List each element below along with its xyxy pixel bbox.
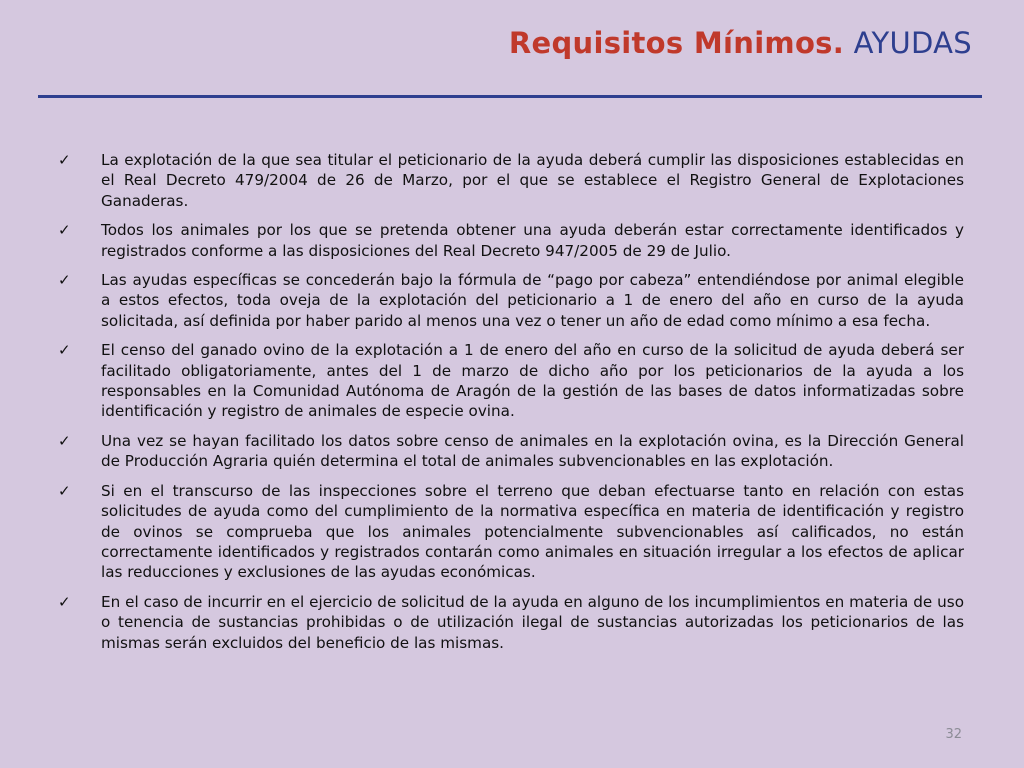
list-item (58, 431, 964, 472)
list-item (58, 150, 964, 211)
title-main: Requisitos Mínimos. (508, 26, 845, 60)
check-icon: ✓ (58, 221, 71, 240)
check-icon: ✓ (58, 151, 71, 169)
check-icon: ✓ (58, 431, 71, 450)
list-item (58, 481, 964, 583)
check-icon: ✓ (58, 341, 71, 360)
check-icon: ✓ (58, 271, 71, 290)
bullet-text: Las ayudas específicas se concederán bajo la fórmula de “pago por cabeza” entendiéndose por animal elegible a estos efectos, toda oveja de la explotación del peticionario a 1 de enero del año en curso de la ayuda solicitada, así definida por haber parido al menos una vez o tener un año de edad como mínimo a esa fecha. (101, 271, 964, 330)
slide-title (509, 26, 972, 60)
list-item (58, 340, 964, 422)
list-item (58, 220, 964, 261)
bullet-text: La explotación de la que sea titular el peticionario de la ayuda deberá cumplir las disposiciones establecidas en el Real Decreto 479/2004 de 26 de Marzo, por el que se establece el Registro General de Explotaciones Ganaderas. (101, 151, 964, 210)
page-number: 32 (945, 727, 962, 742)
bullet-list (58, 150, 964, 662)
bullet-text: El censo del ganado ovino de la explotación a 1 de enero del año en curso de la solicitud de ayuda deberá ser facilitado obligatoriamente, antes del 1 de marzo de dicho año por los peticionarios de la ayuda a los responsables en la Comunidad Autónoma de Aragón de la gestión de las bases de datos informatizadas sobre identificación y registro de animales de especie ovina. (101, 341, 964, 421)
list-item (58, 270, 964, 331)
bullet-text: En el caso de incurrir en el ejercicio de solicitud de la ayuda en alguno de los incumplimientos en materia de uso o tenencia de sustancias prohibidas o de utilización ilegal de sustancias autorizadas los peticionarios de las mismas serán excluidos del beneficio de las mismas. (101, 592, 964, 652)
list-item (58, 592, 964, 653)
bullet-text: Una vez se hayan facilitado los datos sobre censo de animales en la explotación ovina, es la Dirección General de Producción Agraria quién determina el total de animales subvencionables en las explotación. (101, 431, 964, 471)
check-icon: ✓ (58, 481, 71, 500)
title-divider (38, 95, 982, 98)
bullet-text: Si en el transcurso de las inspecciones sobre el terreno que deban efectuarse tanto en relación con estas solicitudes de ayuda como del cumplimiento de la normativa específica en materia de identificación y registro de ovinos se comprueba que los animales potencialmente subvencionables así calificados, no están correctamente identificados y registrados contarán como animales en situación irregular a los efectos de aplicar las reducciones y exclusiones de las ayudas económicas. (101, 481, 964, 582)
title-accent: AYUDAS (853, 26, 972, 60)
bullet-text: Todos los animales por los que se pretenda obtener una ayuda deberán estar correctamente identificados y registrados conforme a las disposiciones del Real Decreto 947/2005 de 29 de Julio. (101, 221, 964, 260)
check-icon: ✓ (58, 592, 71, 611)
